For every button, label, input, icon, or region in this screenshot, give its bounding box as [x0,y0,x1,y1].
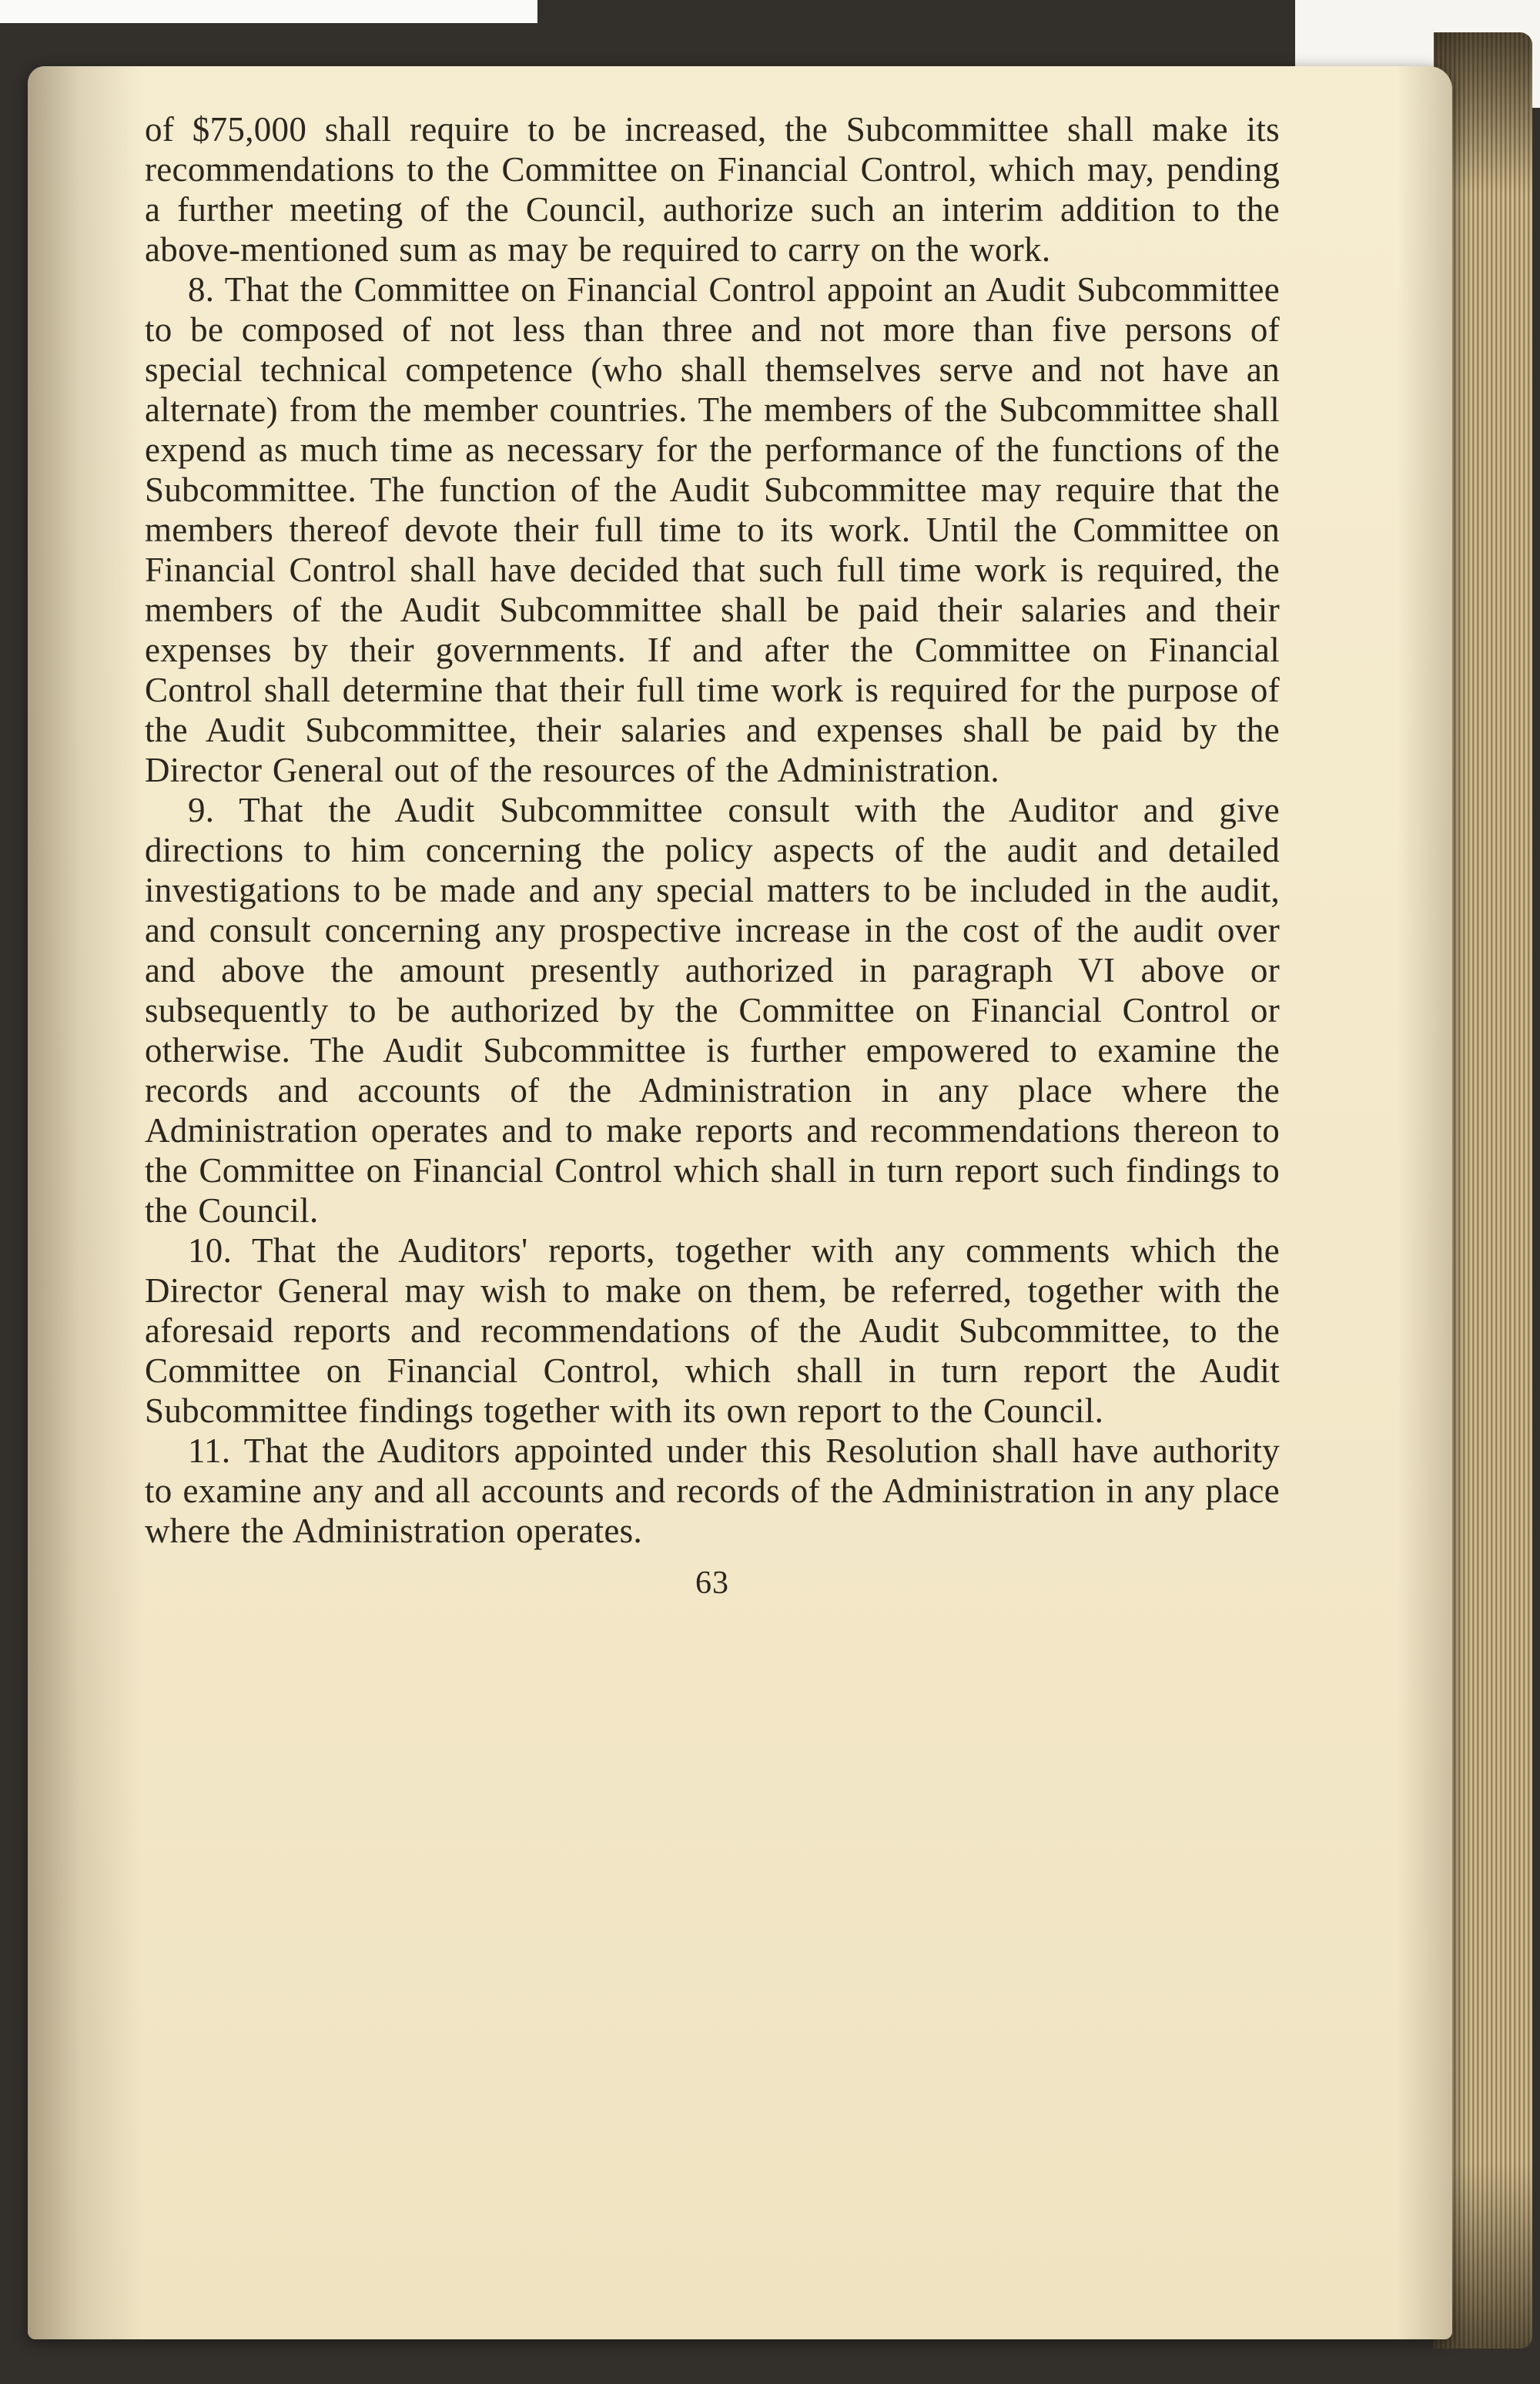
page-text [145,109,1280,1603]
paragraph-continuation: of $75,000 shall require to be increased, the Subcommittee shall make its recommendations to the Committee on Financial Control, which may, pending a further meeting of the Council, authorize such an interim addition to the above-mentioned sum as may be required to carry on the work. [145,110,1280,269]
paragraph-item-10: 10. That the Auditors' reports, together with any comments which the Director General may wish to make on them, be referred, together with the aforesaid reports and recommendations of the Audit Subcommittee, to the Committee on Financial Control, which shall in turn report the Audit Subcommittee findings together with its own report to the Council. [145,1231,1280,1430]
page-number: 63 [695,1565,729,1601]
book-page [28,66,1452,2339]
paragraph-item-11: 11. That the Auditors appointed under this Resolution shall have authority to examine any and all accounts and records of the Administration in any place where the Administration operates. [145,1431,1280,1550]
paragraph-item-9: 9. That the Audit Subcommittee consult with the Auditor and give directions to him concerning the policy aspects of the audit and detailed investigations to be made and any special matters to be included in the audit, and consult concerning any prospective increase in the cost of the audit over and above the amount presently authorized in paragraph VI above or subsequently to be authorized by the Committee on Financial Control or otherwise. The Audit Subcommittee is further empowered to examine the records and accounts of the Administration in any place where the Administration operates and to make reports and recommendations thereon to the Committee on Financial Control which shall in turn report such findings to the Council. [145,791,1280,1230]
paragraph-item-8: 8. That the Committee on Financial Control appoint an Audit Subcommittee to be composed of not less than three and not more than five persons of special technical competence (who shall themselves serve and not have an alternate) from the member countries. The members of the Subcommittee shall expend as much time as necessary for the performance of the functions of the Subcommittee. The function of the Audit Subcommittee may require that the members thereof devote their full time to its work. Until the Committee on Financial Control shall have decided that such full time work is required, the members of the Audit Subcommittee shall be paid their salaries and their expenses by their governments. If and after the Committee on Financial Control shall determine that their full time work is required for the purpose of the Audit Subcommittee, their salaries and expenses shall be paid by the Director General out of the resources of the Administration. [145,270,1280,789]
scanner-background-strip [0,0,537,23]
